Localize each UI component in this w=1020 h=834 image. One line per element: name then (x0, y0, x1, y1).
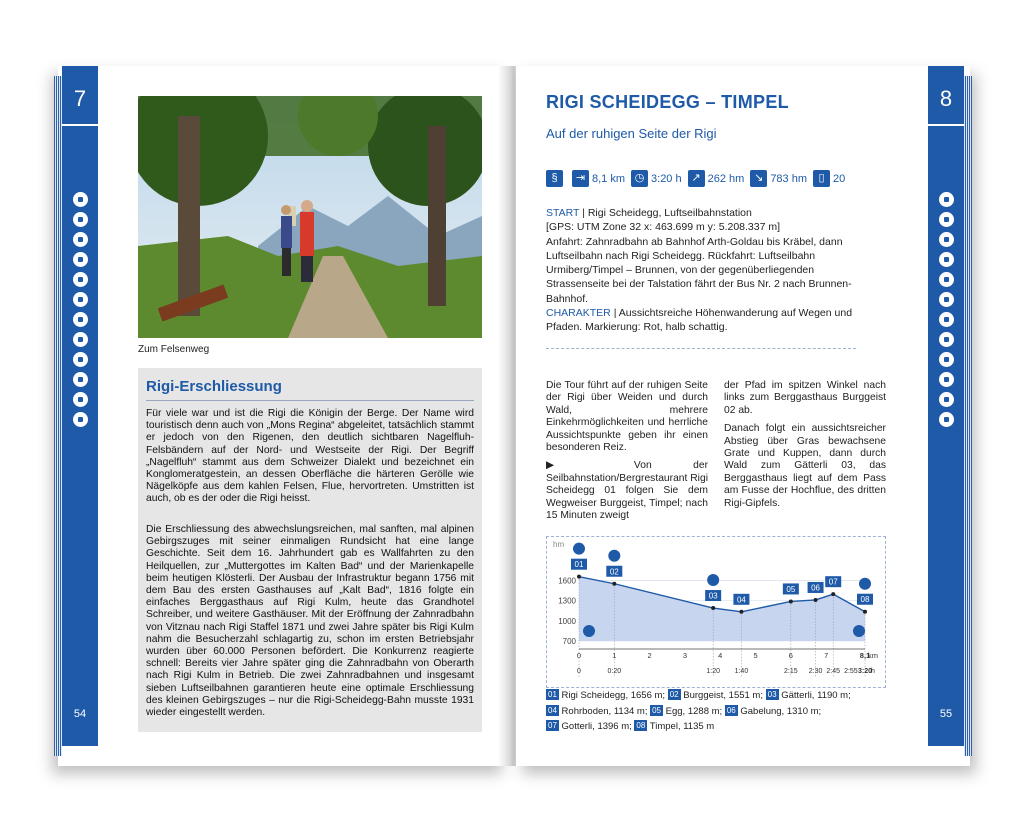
museum-icon (73, 372, 88, 387)
restaurant-icon (859, 578, 871, 590)
cablecar-icon (939, 252, 954, 267)
anfahrt-text: Anfahrt: Zahnradbahn ab Bahnhof Arth-Goldau bis Kräbel, dann Luftseilbahn nach Rigi Scheidegg. Rückfahrt: Luftseilbahn Urmiberg/Timpel – Brunnen, von der gegenüberliegenden Strassenseite bei der Talstation fährt der Bus Nr. 2 nach Brunnen-Bahnhof. (546, 235, 852, 305)
right-page (516, 66, 970, 766)
waypoint-label: 08 (860, 595, 870, 605)
info-box-paragraph-2: Die Erschliessung des abwechslungsreichen, mal sanften, mal alpinen Gebirgszuges mit seiner einmaligen Rundsicht hat eine lange Geschichte. Seit dem 16. Jahrhundert gab es Wallfahrten zu den Heilquellen, zur „Muttergottes im Kalten Bad“ und der Marienkapelle beim heutigen Klösterli. Der Ausbau der Infrastruktur begann 1756 mit dem Bau des ersten Gasthauses auf „Kalt Bad“, 1816 folgte ein einfaches Berggasthaus auf Rigi Kulm, heute das Grandhotel Schreiber, und weitere Gasthäuser. Mit der Eröffnung der Zahnradbahn von Vitznau nach Rigi Staffel 1871 und zwei Jahre später bis Rigi Kulm nahm die Besucherzahl schlagartig zu, schon im ersten Betriebsjahr wurden über 60.000 Personen befördert. Die Konkurrenz reagierte schnell: Bereits vier Jahre später ging die Zahnradbahn von Oberarth nach Rigi Kulm in Betrieb. Die zwei Zahnradbahnen und insgesamt sieben Luftseilbahnen garantieren heute eine optimale Erschliessung des kleinen Gebirgszuges – nur die Rigi-Scheidegg-Bahn musste 1931 wieder eingestellt werden. (146, 524, 474, 719)
mountain-icon (939, 292, 954, 307)
swim-icon (73, 412, 88, 427)
x-tick-label-km: 2 (647, 651, 652, 660)
x-tick-label-km: 5 (753, 651, 758, 660)
restaurant-icon (939, 272, 954, 287)
x-tick-label-time: 0:20 (607, 668, 622, 675)
bear-icon (73, 192, 88, 207)
parking-icon (939, 212, 954, 227)
tab-number-left: 7 (73, 86, 87, 111)
bear-icon (939, 192, 954, 207)
legend-item: 03 Gätterli, 1190 m; (767, 690, 851, 701)
swim-icon (939, 412, 954, 427)
hiking-photo (138, 96, 482, 338)
clock-icon: ◷ (631, 170, 648, 187)
y-tick-label: 700 (562, 637, 576, 646)
chapter-strip-right (928, 66, 964, 746)
bed-icon (73, 352, 88, 367)
route-icon: § (546, 170, 563, 187)
cablecar-icon (853, 625, 865, 637)
x-tick-label-time: 2:45 (826, 668, 841, 675)
legend-item: 06 Gabelung, 1310 m; (726, 705, 822, 717)
page-edges-right (964, 76, 972, 756)
info-box-rigi-erschliessung (138, 368, 482, 732)
stat-pages: ▯ 20 (813, 170, 845, 187)
info-box-title: Rigi-Erschliessung (146, 378, 282, 395)
waypoint-label: 05 (786, 584, 796, 594)
tour-stats (546, 170, 851, 187)
page-number-right: 55 (939, 708, 953, 720)
page-edges-left (54, 76, 62, 756)
col2-paragraph-2: Danach folgt ein aussichtsreicher Abstieg über Gras bewachsene Grate und Kuppen, dann durch Wald zum Gätterli 03, das Berggasthaus liegt auf dem Pass am Fusse der Hochflue, des dritten Rigi-Gipfels. (724, 423, 886, 509)
y-axis-label: hm (553, 540, 565, 549)
left-page (58, 66, 508, 766)
waypoint-point (612, 582, 616, 586)
cablecar-icon (73, 252, 88, 267)
snowflake-icon (939, 312, 954, 327)
x-tick-label-time: 2:30 (808, 668, 823, 675)
chapter-strip-left (62, 66, 98, 746)
x-tick-label-km: km (868, 651, 878, 660)
parking-icon (73, 212, 88, 227)
page-number-left: 54 (73, 708, 87, 720)
col2-paragraph-1: der Pfad im spitzen Winkel nach links zum Berggasthaus Burggeist 02 ab. (724, 380, 886, 416)
waypoint-label: 02 (609, 567, 619, 577)
y-tick-label: 1300 (558, 596, 576, 606)
category-icons-left (62, 192, 98, 432)
info-box-paragraph-1: Für viele war und ist die Rigi die Königin der Berge. Der Name wird touristisch denn auch von „Mons Regina“ abgeleitet, tatsächlich stammt er jedoch von den Rigenen, den deutlich sichtbaren Nagelfluh-Felsbändern auf der Nord- und Westseite der Rigi. Der Begriff „Nagelfluh“ stammt aus dem Schweizer Dialekt und bezeichnet ein Konglomeratgestein, an dessen Oberfläche die härteren Gerölle wie Nägelköpfe aus dem kahlen Felsen, Flue, hervortreten. Umstritten ist auch, ob es der oder die Rigi heisst. (146, 408, 474, 505)
waypoint-point (711, 606, 715, 610)
open-book (58, 66, 970, 782)
ascent-icon: ↗ (688, 170, 705, 187)
legend-item: 08 Timpel, 1135 m (636, 721, 715, 732)
snowflake-icon (73, 312, 88, 327)
col1-paragraph-2: ▶ Von der Seilbahnstation/Bergrestaurant Rigi Scheidegg 01 folgen Sie dem Wegweiser Burggeist, Timpel; nach 15 Minuten zweigt (546, 460, 708, 522)
waypoint-point (831, 592, 835, 596)
restaurant-icon (608, 550, 620, 562)
waypoint-label: 06 (811, 583, 821, 593)
waypoint-point (814, 598, 818, 602)
y-tick-label: 1000 (558, 616, 576, 626)
x-tick-label-time: 1:20 (706, 668, 720, 675)
restaurant-icon (707, 574, 719, 586)
bus-icon (939, 232, 954, 247)
stat-time: ◷ 3:20 h (631, 170, 682, 187)
legend-item: 02 Burggeist, 1551 m; (669, 690, 763, 701)
charakter-text: | Aussichtsreiche Höhenwanderung auf Wegen und Pfaden. Markierung: Rot, halb schattig. (546, 307, 853, 334)
start-label: START (546, 207, 580, 219)
x-tick-label-time: 2:15 (784, 668, 798, 675)
stat-ascent: ↗ 262 hm (688, 170, 745, 187)
x-tick-label-km: 6 (788, 651, 793, 660)
waypoint-label: 01 (574, 560, 584, 570)
bike-icon (73, 332, 88, 347)
text-column-1 (546, 380, 708, 522)
photo-caption: Zum Felsenweg (138, 344, 210, 355)
legend-item: 05 Egg, 1288 m; (652, 705, 723, 717)
waypoint-point (739, 610, 743, 614)
mountain-icon (73, 292, 88, 307)
y-tick-label: 1600 (558, 576, 576, 586)
dashed-separator (546, 348, 856, 349)
waypoint-point (863, 610, 867, 614)
x-tick-label-time: 0 (577, 668, 581, 675)
x-tick-label-km: 3 (682, 651, 688, 660)
signpost-icon: ⇥ (572, 170, 589, 187)
x-tick-label-time: 1:40 (734, 668, 749, 675)
phone-icon: ▯ (813, 170, 830, 187)
gps-text: [GPS: UTM Zone 32 x: 463.699 m y: 5.208.337 m] (546, 221, 781, 234)
legend-item: 04 Rohrboden, 1134 m; (548, 705, 648, 717)
waypoint-point (577, 575, 581, 579)
bed-icon (939, 352, 954, 367)
x-tick-label-time: h (871, 668, 875, 675)
elevation-profile-svg (547, 537, 885, 687)
x-tick-label-km: 8,1 (859, 651, 871, 660)
stat-descent: ↘ 783 hm (750, 170, 807, 187)
x-tick-label-km: 0 (576, 651, 582, 660)
tour-info (546, 206, 856, 335)
tree-icon (939, 392, 954, 407)
waypoint-label: 04 (736, 595, 746, 605)
x-tick-label-km: 7 (824, 651, 829, 660)
category-icons-right (928, 192, 964, 432)
waypoint-point (789, 599, 793, 603)
legend-item: 01 Rigi Scheidegg, 1656 m; (548, 690, 666, 701)
stat-route (546, 170, 566, 187)
descent-icon: ↘ (750, 170, 767, 187)
museum-icon (939, 372, 954, 387)
stat-distance: ⇥ 8,1 km (572, 170, 625, 187)
restaurant-icon (573, 543, 585, 555)
x-tick-label-km: 1 (612, 651, 617, 660)
col1-paragraph-1: Die Tour führt auf der ruhigen Seite der Rigi über Weiden und durch Wald, mehrere Einkehrmöglichkeiten und herrliche Aussichtspunkte geben ihr einen besonderen Reiz. (546, 380, 708, 454)
start-text: | Rigi Scheidegg, Luftseilbahnstation (582, 207, 752, 219)
legend-item: 07 Gotterli, 1396 m; (548, 721, 632, 732)
tab-number-right: 8 (939, 86, 953, 111)
tree-icon (73, 392, 88, 407)
charakter-label: CHARAKTER (546, 307, 611, 320)
text-column-2 (724, 380, 886, 510)
tour-subtitle: Auf der ruhigen Seite der Rigi (546, 126, 717, 141)
bike-icon (939, 332, 954, 347)
x-tick-label-km: 4 (718, 651, 723, 660)
x-tick-label-time: 2:55 (844, 668, 858, 675)
cablecar-icon (583, 625, 595, 637)
waypoint-label: 07 (828, 577, 838, 587)
bus-icon (73, 232, 88, 247)
restaurant-icon (73, 272, 88, 287)
elevation-profile-chart (546, 536, 886, 688)
waypoint-legend (546, 688, 884, 735)
x-tick-label-time: 3:20 (857, 668, 873, 675)
tour-title: RIGI SCHEIDEGG – TIMPEL (546, 92, 789, 112)
waypoint-label: 03 (708, 591, 718, 601)
